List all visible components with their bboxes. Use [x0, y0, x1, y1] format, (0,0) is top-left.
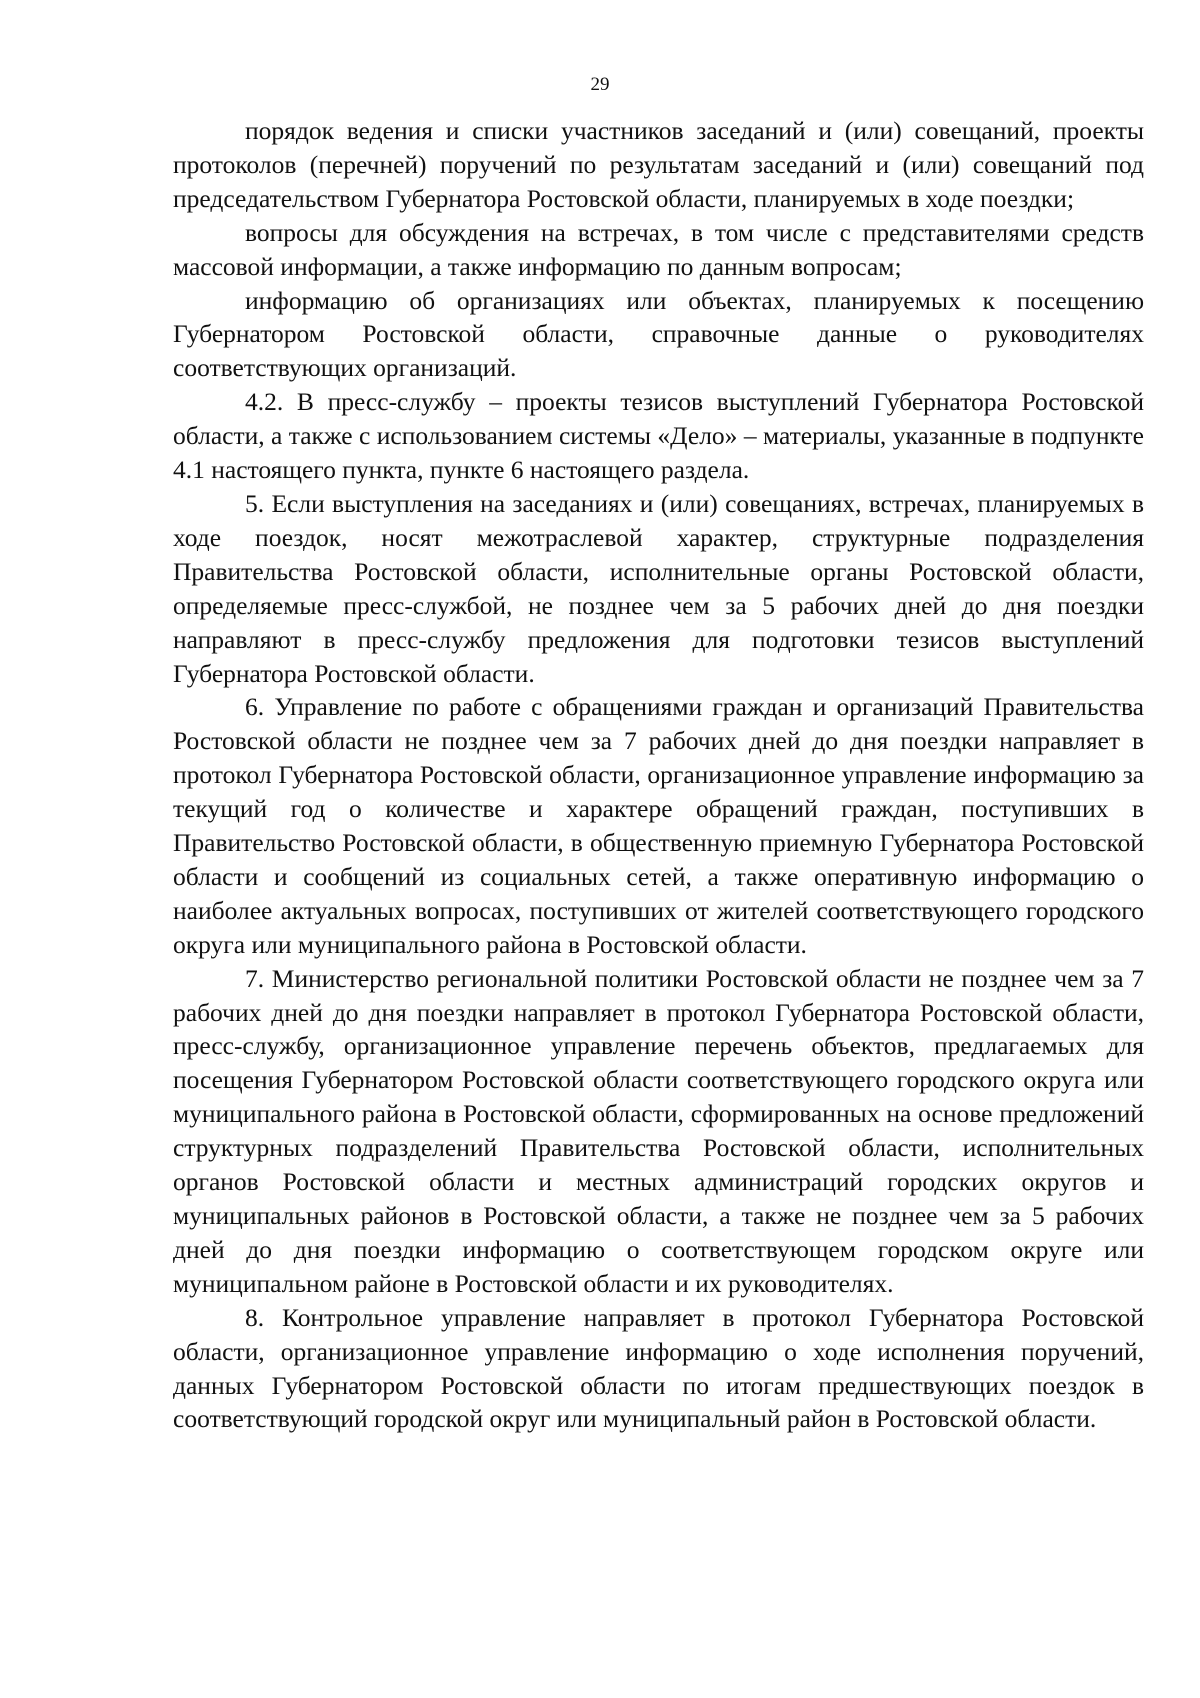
paragraph-discussion-questions: вопросы для обсуждения на встречах, в том числе с представителями средств массовой информации, а также информацию по данным вопросам; — [173, 217, 1144, 281]
paragraph-4-2-press-service: 4.2. В пресс-службу – проекты тезисов выступлений Губернатора Ростовской области, а также с использованием системы «Дело» – материалы, указанные в подпункте 4.1 настоящего пункта, пункте 6 настоящего раздела. — [173, 387, 1144, 485]
paragraph-8-control-department: 8. Контрольное управление направляет в протокол Губернатора Ростовской области, организационное управление информацию о ходе исполнения поручений, данных Губернатором Ростовской области по итогам предшествующих поездок в соответствующий городской округ или муниципальный район в Ростовской области. — [173, 1302, 1144, 1434]
paragraph-organizations-info: информацию об организациях или объектах, планируемых к посещению Губернатором Ростовской области, справочные данные о руководителях соответствующих организаций. — [173, 285, 1144, 383]
paragraph-5-speeches: 5. Если выступления на заседаниях и (или) совещаниях, встречах, планируемых в ходе поездок, носят межотраслевой характер, структурные подразделения Правительства Ростовской области, исполнительные органы Ростовской области, определяемые пресс-службой, не позднее чем за 5 рабочих дней до дня поездки направляют в пресс-службу предложения для подготовки тезисов выступлений Губернатора Ростовской области. — [173, 488, 1144, 688]
document-body — [173, 114, 1144, 1436]
page-number: 29 — [590, 74, 610, 95]
paragraph-meeting-procedure: порядок ведения и списки участников заседаний и (или) совещаний, проекты протоколов (перечней) поручений по результатам заседаний и (или) совещаний под председательством Губернатора Ростовской области, планируемых в ходе поездки; — [173, 116, 1144, 213]
paragraph-7-regional-policy-ministry: 7. Министерство региональной политики Ростовской области не позднее чем за 7 рабочих дней до дня поездки направляет в протокол Губернатора Ростовской области, пресс-службу, организационное управление перечень объектов, предлагаемых для посещения Губернатором Ростовской области соответствующего городского округа или муниципального района в Ростовской области, сформированных на основе предложений структурных подразделений Правительства Ростовской области, исполнительных органов Ростовской области и местных администраций городских округов и муниципальных районов в Ростовской области, а также не позднее чем за 5 рабочих дней до дня поездки информацию о соответствующем городском округе или муниципальном районе в Ростовской области и их руководителях. — [173, 963, 1144, 1298]
paragraph-6-appeals-department: 6. Управление по работе с обращениями граждан и организаций Правительства Ростовской области не позднее чем за 7 рабочих дней до дня поездки направляет в протокол Губернатора Ростовской области, организационное управление информацию за текущий год о количестве и характере обращений граждан, поступивших в Правительство Ростовской области, в общественную приемную Губернатора Ростовской области и сообщений из социальных сетей, а также оперативную информацию о наиболее актуальных вопросах, поступивших от жителей соответствующего городского округа или муниципального района в Ростовской области. — [173, 692, 1144, 959]
